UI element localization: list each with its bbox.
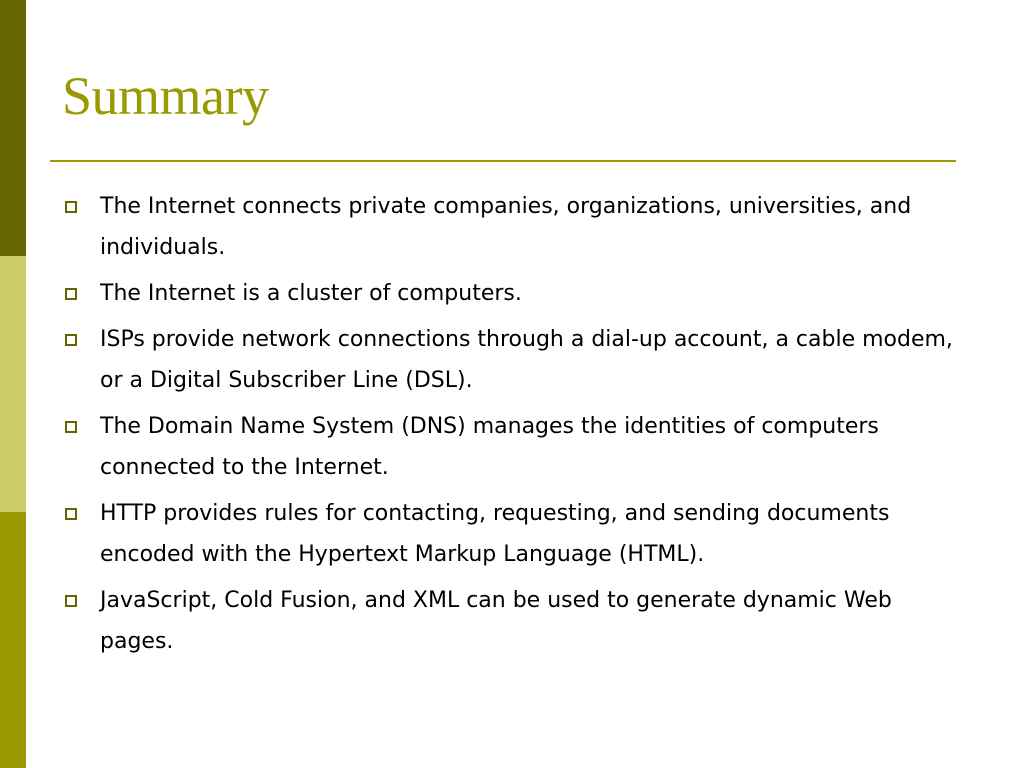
bullet-text: JavaScript, Cold Fusion, and XML can be used to generate dynamic Web pages. xyxy=(100,588,892,654)
bullet-text: The Internet is a cluster of computers. xyxy=(100,281,522,306)
bullet-text: ISPs provide network connections through a dial-up account, a cable modem, or a Digital Subscriber Line (DSL). xyxy=(100,327,953,393)
bullet-item xyxy=(60,493,970,575)
square-bullet-icon xyxy=(65,334,77,346)
bullet-item xyxy=(60,406,970,488)
square-bullet-icon xyxy=(65,288,77,300)
bullet-list xyxy=(60,186,970,667)
bullet-text: The Domain Name System (DNS) manages the identities of computers connected to the Internet. xyxy=(100,414,879,480)
sidebar-decoration xyxy=(0,0,26,768)
bullet-text: HTTP provides rules for contacting, requesting, and sending documents encoded with the Hypertext Markup Language (HTML). xyxy=(100,501,890,567)
square-bullet-icon xyxy=(65,595,77,607)
bullet-text: The Internet connects private companies, organizations, universities, and individuals. xyxy=(100,194,912,260)
sidebar-band-top xyxy=(0,0,26,256)
square-bullet-icon xyxy=(65,508,77,520)
bullet-item xyxy=(60,273,970,314)
bullet-item xyxy=(60,186,970,268)
sidebar-band-bottom xyxy=(0,512,26,768)
bullet-item xyxy=(60,319,970,401)
title-divider xyxy=(50,160,956,162)
slide-title: Summary xyxy=(62,66,269,126)
square-bullet-icon xyxy=(65,421,77,433)
sidebar-band-middle xyxy=(0,256,26,512)
square-bullet-icon xyxy=(65,201,77,213)
bullet-item xyxy=(60,580,970,662)
